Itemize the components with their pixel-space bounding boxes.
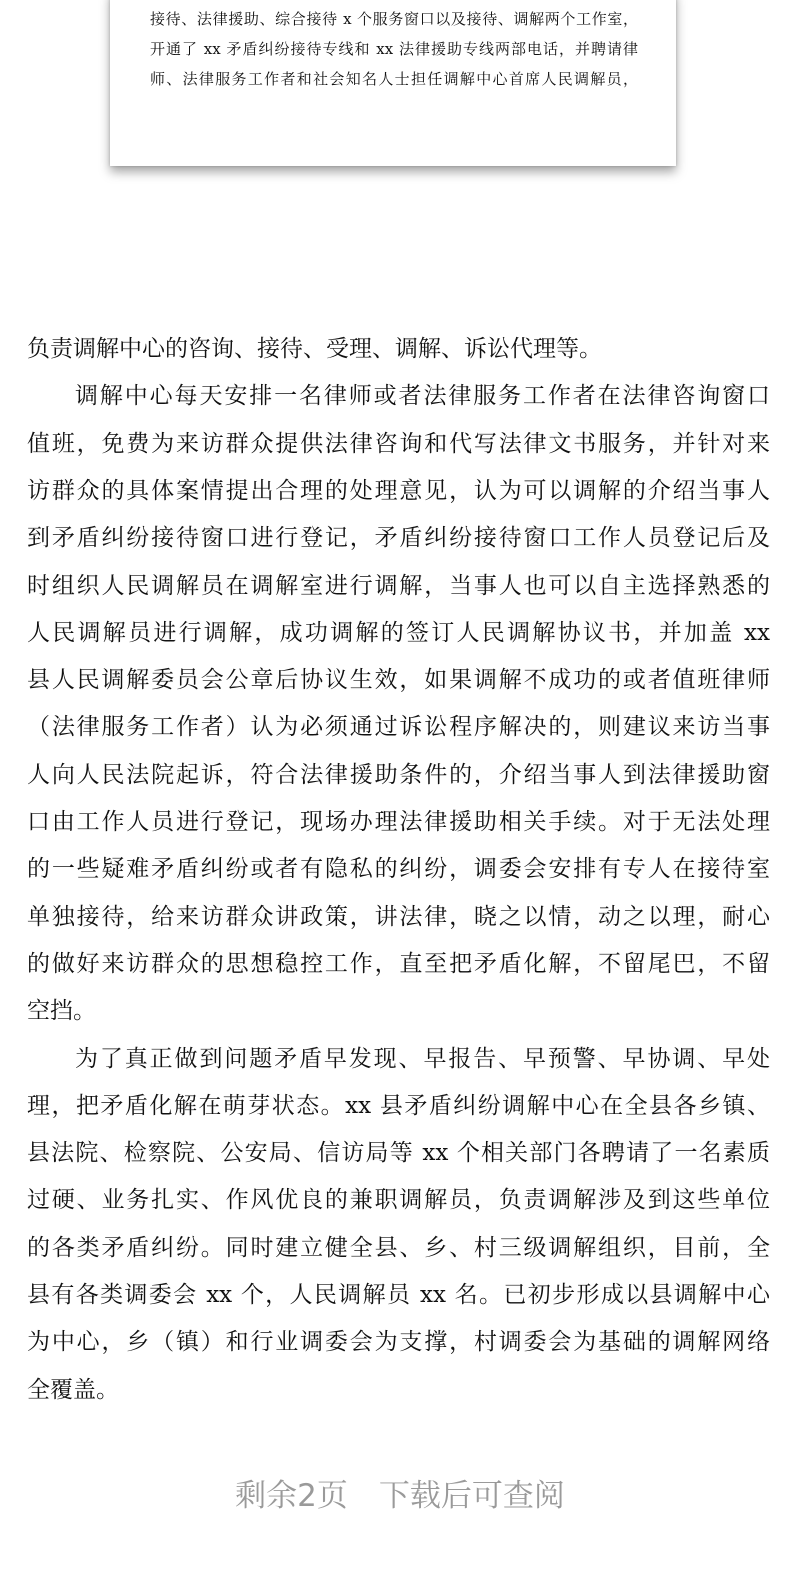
body-line: 的一些疑难矛盾纠纷或者有隐私的纠纷，调委会安排有专人在接待室 <box>27 856 770 883</box>
body-line: 空挡。 <box>27 998 96 1025</box>
body-line: 人向人民法院起诉，符合法律援助条件的，介绍当事人到法律援助窗 <box>27 761 770 788</box>
preview-card <box>110 0 676 166</box>
body-line: 负责调解中心的咨询、接待、受理、调解、诉讼代理等。 <box>27 336 602 362</box>
body-line: 过硬、业务扎实、作风优良的兼职调解员，负责调解涉及到这些单位 <box>27 1187 770 1214</box>
body-line: 的各类矛盾纠纷。同时建立健全县、乡、村三级调解组织，目前，全 <box>27 1234 770 1261</box>
body-line: （法律服务工作者）认为必须通过诉讼程序解决的，则建议来访当事 <box>27 714 770 741</box>
body-line: 到矛盾纠纷接待窗口进行登记，矛盾纠纷接待窗口工作人员登记后及 <box>27 525 770 552</box>
body-line: 为中心，乡（镇）和行业调委会为支撑，村调委会为基础的调解网络 <box>27 1329 770 1356</box>
body-line: 县人民调解委员会公章后协议生效，如果调解不成功的或者值班律师 <box>27 667 770 694</box>
body-line: 理，把矛盾化解在萌芽状态。xx 县矛盾纠纷调解中心在全县各乡镇、 <box>27 1092 770 1119</box>
body-line: 人民调解员进行调解，成功调解的签订人民调解协议书，并加盖 xx <box>27 619 770 646</box>
body-line: 为了真正做到问题矛盾早发现、早报告、早预警、早协调、早处 <box>75 1045 770 1072</box>
body-line: 县法院、检察院、公安局、信访局等 xx 个相关部门各聘请了一名素质 <box>27 1140 770 1167</box>
card-line: 师、法律服务工作者和社会知名人士担任调解中心首席人民调解员， <box>150 70 638 88</box>
card-line: 接待、法律援助、综合接待 x 个服务窗口以及接待、调解两个工作室， <box>150 10 638 28</box>
body-line: 县有各类调委会 xx 个，人民调解员 xx 名。已初步形成以县调解中心 <box>27 1282 770 1308</box>
body-line: 口由工作人员进行登记，现场办理法律援助相关手续。对于无法处理 <box>27 809 770 835</box>
remaining-pages-notice[interactable]: 剩余2页 下载后可查阅 <box>235 1478 565 1514</box>
body-line: 值班，免费为来访群众提供法律咨询和代写法律文书服务，并针对来 <box>27 430 770 457</box>
body-line: 访群众的具体案情提出合理的处理意见，认为可以调解的介绍当事人 <box>27 477 770 504</box>
body-line: 调解中心每天安排一名律师或者法律服务工作者在法律咨询窗口 <box>75 383 770 410</box>
body-line: 全覆盖。 <box>27 1376 119 1403</box>
body-line: 的做好来访群众的思想稳控工作，直至把矛盾化解，不留尾巴，不留 <box>27 950 770 977</box>
body-line: 时组织人民调解员在调解室进行调解，当事人也可以自主选择熟悉的 <box>27 572 770 599</box>
card-line: 开通了 xx 矛盾纠纷接待专线和 xx 法律援助专线两部电话，并聘请律 <box>150 40 638 58</box>
body-line: 单独接待，给来访群众讲政策，讲法律，晓之以情，动之以理，耐心 <box>27 903 770 930</box>
